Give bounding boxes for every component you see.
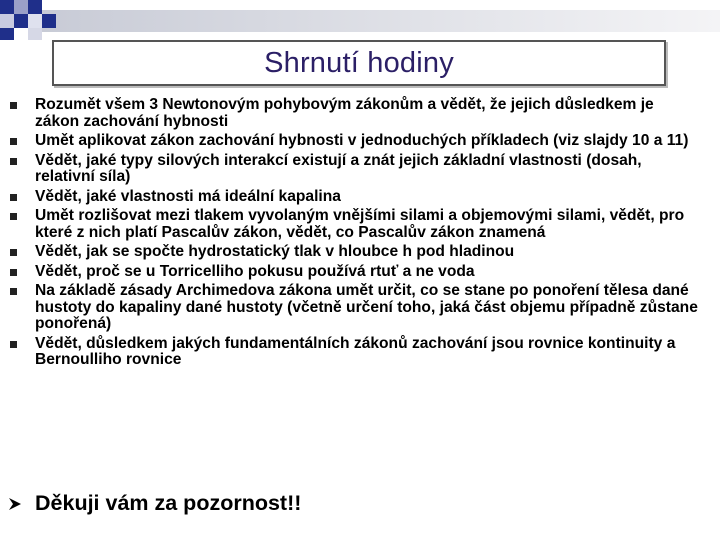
title-box xyxy=(52,40,666,86)
arrow-bullet-icon xyxy=(8,497,22,511)
list-item: Vědět, důsledkem jakých fundamentálních zákonů zachování jsou rovnice kontinuity a Bernoulliho rovnice xyxy=(0,336,720,369)
list-item: Na základě zásady Archimedova zákona umět určit, co se stane po ponoření tělesa dané hustoty do kapaliny dané hustoty (včetně určení toho, jaká část objemu případně zůstane ponořená) xyxy=(0,283,720,333)
square-bullet-icon xyxy=(10,194,17,201)
square-bullet-icon xyxy=(10,158,17,165)
list-item: Vědět, jaké typy silových interakcí existují a znát jejich základní vlastnosti (dosah, relativní síla) xyxy=(0,153,720,186)
list-item: Umět rozlišovat mezi tlakem vyvolaným vnějšími silami a objemovými silami, vědět, pro které z nich platí Pascalův zákon, vědět, co Pascalův zákon znamená xyxy=(0,208,720,241)
list-item: Umět aplikovat zákon zachování hybnosti v jednoduchých příkladech (viz slajdy 10 a 11) xyxy=(0,133,720,150)
closing-text: Děkuji vám za pozornost!! xyxy=(35,491,302,515)
list-item: Vědět, jak se spočte hydrostatický tlak v hloubce h pod hladinou xyxy=(0,244,720,261)
decorative-header-pattern xyxy=(0,0,720,40)
slide-title: Shrnutí hodiny xyxy=(264,46,454,79)
square-bullet-icon xyxy=(10,341,17,348)
square-bullet-icon xyxy=(10,213,17,220)
square-bullet-icon xyxy=(10,269,17,276)
bullet-list xyxy=(0,97,720,372)
square-bullet-icon xyxy=(10,249,17,256)
list-item: Rozumět všem 3 Newtonovým pohybovým zákonům a vědět, že jejich důsledkem je zákon zachování hybnosti xyxy=(0,97,720,130)
square-bullet-icon xyxy=(10,138,17,145)
list-item: Vědět, proč se u Torricelliho pokusu používá rtuť a ne voda xyxy=(0,264,720,281)
square-bullet-icon xyxy=(10,102,17,109)
square-bullet-icon xyxy=(10,288,17,295)
list-item: Vědět, jaké vlastnosti má ideální kapalina xyxy=(0,189,720,206)
